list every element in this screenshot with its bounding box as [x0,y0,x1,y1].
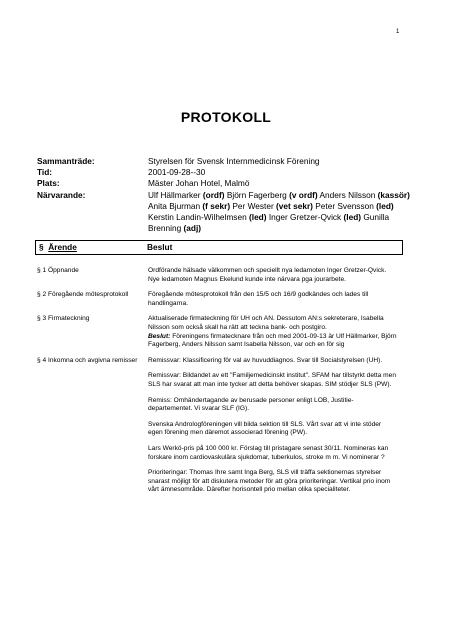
document-title: PROTOKOLL [180,109,272,125]
decision-paragraph [148,333,397,350]
attendee-name: Gunilla Brenning [148,212,390,234]
attendee-name: Anders Nilsson [317,189,378,200]
decision-paragraph: Ordförande hälsade välkommen och speciellt nya ledamoten Inger Gretzer-Qvick. Nye ledamoten Magnus Ekelund kunde inte närvara pga jourarbete. [148,267,387,283]
decision-paragraph: Remiss: Omhändertagande av berusade personer enligt LOB, Justitie-departementet. Vi svarar SLF (IG). [148,396,354,413]
page-number: 1 [396,29,400,35]
attendee-role: (adj) [183,223,202,234]
attendee-name: Kerstin Landin-Wilhelmsen [148,212,249,223]
decision-paragraph: Remissvar: Klassificering för val av huvuddiagnos. Svar till Socialstyrelsen (UH). [148,356,383,364]
time-row [37,167,417,178]
agenda-item-body [148,291,397,308]
header-beslut: Beslut [147,242,173,252]
paragraph-sign: § [39,242,44,252]
decision-paragraph: Svenska Andrologföreningen vill bilda sektion till SLS. Vårt svar att vi inte stöder egen förening men däremot associerad förening (PW). [148,420,382,437]
attendee-name: Anita Bjurman [148,200,203,211]
decision-paragraph: Remissvar: Bildandet av ett "Familjemedicinskt institut". SFAM har tillstyrkt detta men SLS har svarat att man inte tycker att detta behöver skapas. SIM stödjer SLS (PW). [148,372,396,388]
attendee-name: Per Wester [230,200,277,211]
agenda-item-label: § 2 Föregående mötesprotokoll [37,291,129,299]
decision-paragraph: Lars Werkö-pris på 100 000 kr. Förslag till pristagare senast 30/11. Nomineras kan forskare inom cardiovaskulära sjukdomar, tuberkulos, stroke m m. Vi nominerar ? [148,444,389,461]
agenda-item-label: § 1 Öppnande [37,267,79,274]
attendees-label: Närvarande: [37,189,86,200]
meeting-label: Sammanträde: [37,156,95,166]
agenda-item-label: § 3 Firmateckning [37,315,90,323]
attendee-name: Inger Gretzer-Qvick [266,212,344,223]
attendee-role: (v ordf) [289,189,318,200]
place-value: Mäster Johan Hotel, Malmö [148,178,250,189]
section-header [35,240,403,255]
agenda-list [37,267,397,502]
agenda-item-body [148,267,397,284]
attendee-role: (kassör) [377,189,410,200]
agenda-item [37,267,397,284]
time-value: 2001-09-28--30 [148,167,206,178]
agenda-item [37,291,397,308]
attendee-name: Björn Fagerberg [224,189,290,200]
attendee-role: (led) [376,200,394,211]
place-label: Plats: [37,178,60,189]
attendee-name: Peter Svensson [312,200,377,211]
agenda-item-body [148,357,397,495]
attendee-role: (led) [343,212,362,223]
agenda-item-label: § 4 Inkomna och avgivna remisser [37,356,138,364]
agenda-item [37,315,397,349]
attendee-role: (ordf) [202,189,225,200]
decision-paragraph: Aktualiserade firmateckning för UH och AN. Dessutom AN:s sekreterare, Isabella Nilsson som också skall ha rätt att teckna bank- och postgiro. [148,315,384,331]
attendee-role: (f sekr) [202,200,231,211]
attendee-name: Ulf Hällmarker [148,189,203,200]
agenda-item-body [148,315,397,349]
attendees-value [148,190,417,235]
attendees-row [37,190,417,235]
attendee-role: (vet sekr) [276,200,313,211]
meeting-value: Styrelsen för Svensk Internmedicinsk Förening [148,156,320,166]
meeting-row [37,156,417,167]
agenda-item [37,357,397,495]
attendee-role: (led) [249,212,267,223]
time-label: Tid: [37,167,53,178]
meeting-details [37,156,417,234]
header-arende-label: Ärende [48,242,77,252]
decision-paragraph: Prioriteringar: Thomas Ihre samt Inga Berg, SLS vill träffa sektionernas styrelser snarast möjligt för att diskutera metoder för att göra prioriteringar. Vertikal prio inom vårt ämnesområde. Därefter horisontell prio mellan olika specialiteter. [148,469,391,494]
header-arende [39,241,77,254]
decision-text: Föreningens firmatecknare från och med 2001-09-13 är Ulf Hällmarker, Björn Fagerberg, Anders Nilsson samt Isabella Nilsson, var och en för sig [148,332,397,349]
place-row [37,178,417,189]
decision-paragraph: Föregående mötesprotokoll från den 15/5 och 16/9 godkändes och lades till handlingarna. [148,291,369,307]
decision-lead: Beslut: [148,332,171,340]
